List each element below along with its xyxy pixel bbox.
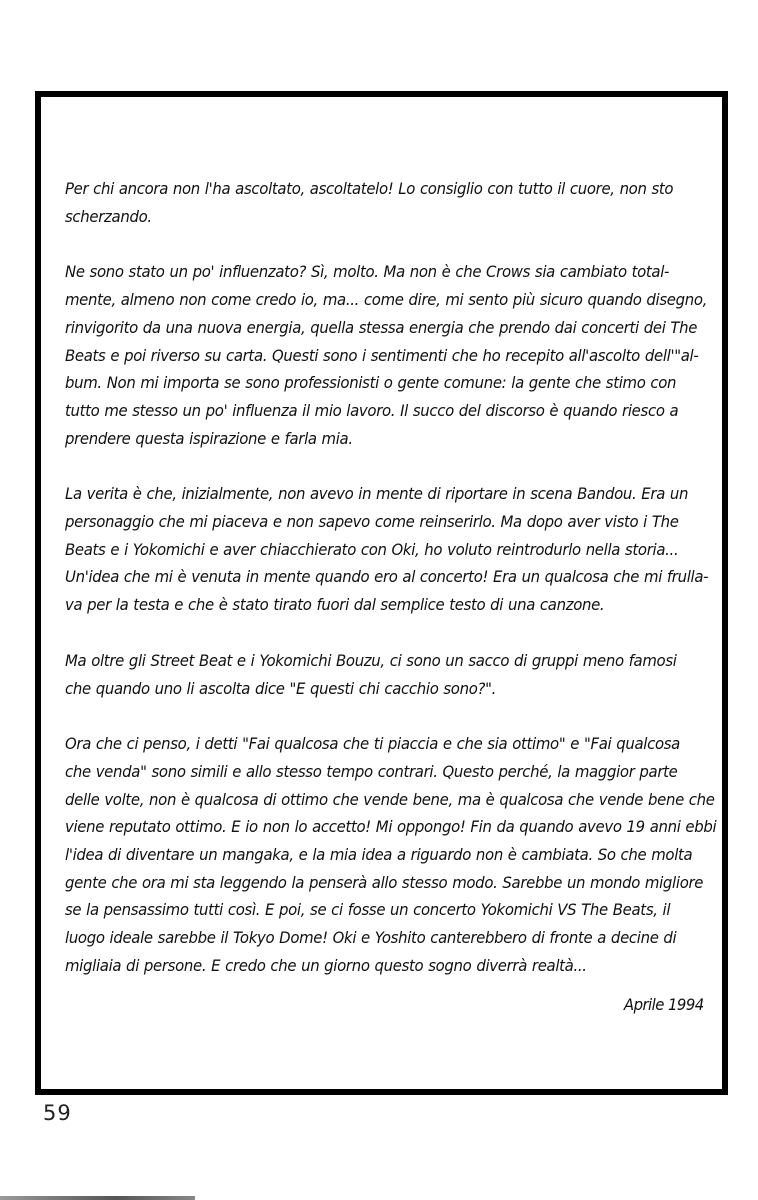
text-frame [35, 91, 728, 1095]
paragraph-1 [65, 175, 704, 230]
text-line: se la pensassimo tutti così. E poi, se ci fosse un concerto Yokomichi VS The Beats, il [65, 900, 671, 920]
text-line: rinvigorito da una nuova energia, quella stessa energia che prendo dai concerti dei The [65, 317, 698, 337]
text-line: bum. Non mi importa se sono professionisti o gente comune: la gente che stimo con [65, 373, 677, 393]
text-line: personaggio che mi piaceva e non sapevo come reinserirlo. Ma dopo aver visto i The [65, 512, 679, 532]
text-line: viene reputato ottimo. E io non lo accetto! Mi oppongo! Fin da quando avevo 19 anni ebbi [65, 817, 717, 837]
text-line: Un'idea che mi è venuta in mente quando ero al concerto! Era un qualcosa che mi frulla- [65, 567, 709, 587]
date-signature: Aprile 1994 [624, 995, 704, 1014]
text-line: Ne sono stato un po' influenzato? Sì, molto. Ma non è che Crows sia cambiato total- [65, 262, 670, 282]
text-line: scherzando. [65, 206, 152, 226]
text-line: tutto me stesso un po' influenza il mio lavoro. Il succo del discorso è quando riesco a [65, 400, 679, 420]
paragraph-3 [65, 480, 709, 619]
text-line: La verita è che, inizialmente, non avevo in mente di riportare in scena Bandou. Era un [65, 484, 689, 504]
text-line: l'idea di diventare un mangaka, e la mia idea a riguardo non è cambiata. So che molta [65, 845, 693, 865]
text-line: migliaia di persone. E credo che un giorno questo sogno diverrà realtà... [65, 955, 587, 975]
text-line: Beats e i Yokomichi e aver chiacchierato con Oki, ho voluto reintrodurlo nella storia... [65, 539, 679, 559]
text-line: Per chi ancora non l'ha ascoltato, ascoltatelo! Lo consiglio con tutto il cuore, non sto [65, 179, 674, 198]
text-line: che quando uno li ascolta dice "E questi chi cacchio sono?". [65, 678, 497, 698]
paragraph-2 [65, 258, 708, 452]
paragraph-4 [65, 647, 704, 702]
text-line: Beats e poi riverso su carta. Questi sono i sentimenti che ho recepito all'ascolto dell'"al- [65, 345, 699, 365]
text-line: delle volte, non è qualcosa di ottimo che vende bene, ma è qualcosa che vende bene che [65, 789, 715, 809]
text-line: luogo ideale sarebbe il Tokyo Dome! Oki e Yoshito canterebbero di fronte a decine di [65, 928, 677, 948]
text-line: Ora che ci penso, i detti "Fai qualcosa che ti piaccia e che sia ottimo" e "Fai qualcosa [65, 734, 680, 754]
text-line: che venda" sono simili e allo stesso tempo contrari. Questo perché, la maggior parte [65, 761, 678, 781]
bottom-edge-shadow [0, 1196, 195, 1200]
text-line: va per la testa e che è stato tirato fuori dal semplice testo di una canzone. [65, 595, 605, 615]
text-line: mente, almeno non come credo io, ma... come dire, mi sento più sicuro quando disegno, [65, 290, 708, 310]
paragraph-5 [65, 730, 717, 979]
text-line: gente che ora mi sta leggendo la penserà allo stesso modo. Sarebbe un mondo migliore [65, 872, 704, 892]
afterword-text [65, 175, 717, 1008]
text-line: prendere questa ispirazione e farla mia. [65, 428, 353, 448]
text-line: Ma oltre gli Street Beat e i Yokomichi Bouzu, ci sono un sacco di gruppi meno famosi [65, 650, 677, 670]
page-number: 59 [43, 1101, 72, 1125]
